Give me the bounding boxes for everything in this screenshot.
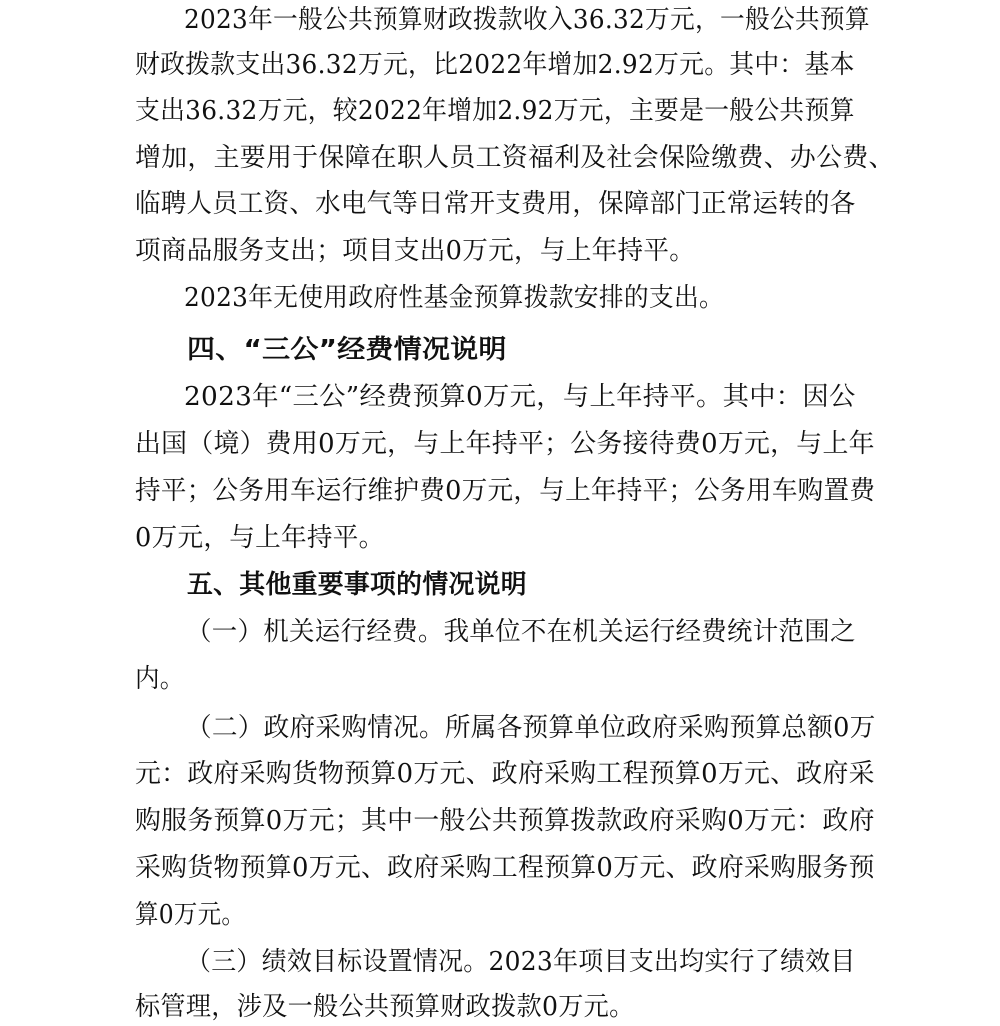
section-heading: 四、“三公”经费情况说明 [187, 335, 507, 365]
paragraph-line: 购服务预算0万元；其中一般公共预算拨款政府采购0万元：政府 [135, 806, 875, 836]
paragraph-line: 内。 [135, 664, 185, 694]
paragraph-line: 元：政府采购货物预算0万元、政府采购工程预算0万元、政府采 [135, 759, 875, 789]
paragraph-line: （二）政府采购情况。所属各预算单位政府采购预算总额0万 [186, 713, 876, 743]
paragraph-line: 持平；公务用车运行维护费0万元，与上年持平；公务用车购置费 [135, 476, 876, 506]
paragraph-line: 临聘人员工资、水电气等日常开支费用，保障部门正常运转的各 [135, 189, 856, 219]
paragraph-line: 2023年“三公”经费预算0万元，与上年持平。其中：因公 [184, 382, 856, 412]
paragraph-line: （三）绩效目标设置情况。2023年项目支出均实行了绩效目 [186, 947, 856, 977]
paragraph-line: 采购货物预算0万元、政府采购工程预算0万元、政府采购服务预 [135, 853, 875, 883]
paragraph-line: 支出36.32万元，较2022年增加2.92万元，主要是一般公共预算 [135, 96, 855, 126]
paragraph-line: （一）机关运行经费。我单位不在机关运行经费统计范围之 [186, 617, 856, 647]
paragraph-line: 财政拨款支出36.32万元，比2022年增加2.92万元。其中：基本 [135, 50, 855, 80]
section-heading: 五、其他重要事项的情况说明 [187, 570, 527, 600]
paragraph-line: 标管理，涉及一般公共预算财政拨款0万元。 [135, 992, 635, 1022]
paragraph-line: 2023年一般公共预算财政拨款收入36.32万元，一般公共预算 [184, 5, 870, 35]
paragraph-line: 算0万元。 [135, 900, 246, 930]
paragraph-line: 增加，主要用于保障在职人员工资福利及社会保险缴费、办公费、 [135, 143, 895, 173]
paragraph-line: 项商品服务支出；项目支出0万元，与上年持平。 [135, 236, 696, 266]
paragraph-line: 2023年无使用政府性基金预算拨款安排的支出。 [184, 283, 725, 313]
paragraph-line: 0万元，与上年持平。 [135, 523, 385, 553]
paragraph-line: 出国（境）费用0万元，与上年持平；公务接待费0万元，与上年 [135, 429, 875, 459]
